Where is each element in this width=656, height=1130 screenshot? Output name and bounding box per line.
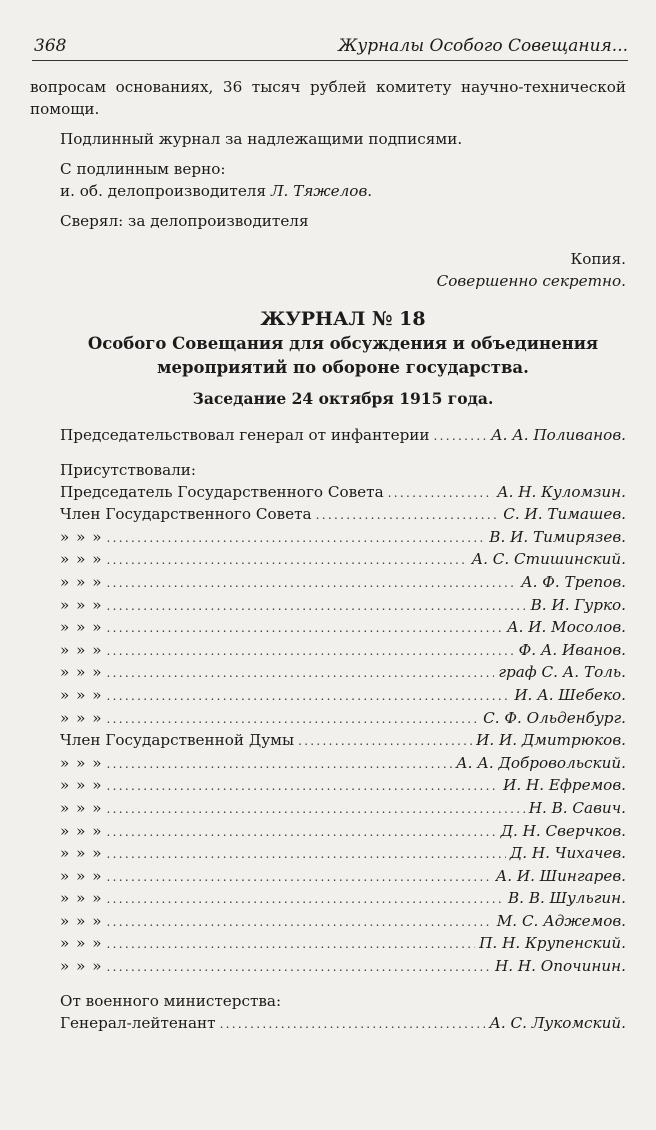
leader-dots xyxy=(107,662,495,684)
attendee-row xyxy=(60,752,626,775)
leader-dots xyxy=(107,595,527,617)
leader-dots xyxy=(107,866,492,888)
attendee-name: С. Ф. Ольденбург. xyxy=(483,708,626,727)
leader-dots xyxy=(434,425,488,447)
attendee-row xyxy=(60,526,626,549)
attendee-row xyxy=(60,707,626,730)
attendee-title: » » » xyxy=(60,527,103,546)
attendee-name: И. А. Шебеко. xyxy=(514,685,626,704)
leader-dots xyxy=(107,527,486,549)
attendee-name: Н. В. Савич. xyxy=(528,798,626,817)
attendee-title: » » » xyxy=(60,911,103,930)
running-title: Журналы Особого Совещания... xyxy=(338,36,628,56)
duma-attendees xyxy=(60,729,626,978)
leader-dots xyxy=(298,730,472,752)
present-label: Присутствовали: xyxy=(60,460,197,479)
attendee-row xyxy=(60,503,626,526)
attendee-row xyxy=(60,955,626,978)
attendee-name: А. И. Шингарев. xyxy=(495,866,626,885)
attendee-row xyxy=(60,774,626,797)
attendee-name: Н. Н. Опочинин. xyxy=(494,957,626,976)
attendee-title: » » » xyxy=(60,663,103,682)
copy-note: Копия. xyxy=(570,250,626,268)
attendee-row xyxy=(60,865,626,888)
leader-dots xyxy=(107,775,500,797)
clerk-name: Л. Тяжелов xyxy=(270,182,368,200)
chair-row xyxy=(60,424,626,447)
attendee-title: » » » xyxy=(60,776,103,795)
ministry-rank: Генерал-лейтенант xyxy=(60,1013,216,1032)
leader-dots xyxy=(220,1013,486,1035)
attendee-title: » » » xyxy=(60,618,103,637)
leader-dots xyxy=(107,572,518,594)
attendee-name: Д. Н. Чихачев. xyxy=(509,844,626,863)
intro-paragraph: вопросам основаниях, 36 тысяч рублей комитету научно-технической помощи. xyxy=(30,78,626,118)
attendee-title: » » » xyxy=(60,640,103,659)
leader-dots xyxy=(107,888,504,910)
chair-name: А. А. Поливанов. xyxy=(491,426,626,444)
leader-dots xyxy=(316,504,500,526)
page-number: 368 xyxy=(34,36,67,56)
attendee-row xyxy=(60,616,626,639)
leader-dots xyxy=(107,640,515,662)
page-header xyxy=(32,30,628,61)
attendee-row xyxy=(60,571,626,594)
attendee-title: » » » xyxy=(60,708,103,727)
leader-dots xyxy=(107,798,525,820)
attendee-name: Ф. А. Иванов. xyxy=(518,640,626,659)
attendee-title: Председатель Государственного Совета xyxy=(60,482,384,501)
attendee-name: А. А. Добровольский. xyxy=(456,753,626,772)
attendee-row xyxy=(60,481,626,504)
leader-dots xyxy=(107,617,504,639)
attendee-row xyxy=(60,594,626,617)
leader-dots xyxy=(107,685,511,707)
council-attendees xyxy=(60,481,626,730)
attendee-title: » » » xyxy=(60,753,103,772)
journal-subtitle-2: мероприятий по обороне государства. xyxy=(157,358,529,377)
attendee-row xyxy=(60,548,626,571)
attendee-name: А. Н. Куломзин. xyxy=(497,482,626,501)
attendee-title: » » » xyxy=(60,685,103,704)
attendee-name: А. Ф. Трепов. xyxy=(521,572,626,591)
attendee-row xyxy=(60,797,626,820)
ministry-row xyxy=(60,1012,626,1035)
attendee-title: Член Государственного Совета xyxy=(60,505,312,524)
leader-dots xyxy=(107,708,480,730)
ministry-label: От военного министерства: xyxy=(60,991,282,1010)
attendee-name: П. Н. Крупенский. xyxy=(479,934,626,953)
verified-note: С подлинным верно: xyxy=(60,160,226,178)
attendee-name: В. В. Шульгин. xyxy=(508,889,626,908)
attendee-title: » » » xyxy=(60,798,103,817)
attendee-name: И. И. Дмитрюков. xyxy=(476,731,626,750)
attendee-name: В. И. Гурко. xyxy=(530,595,626,614)
attendee-title: Член Государственной Думы xyxy=(60,731,295,750)
leader-dots xyxy=(107,843,506,865)
attendee-name: В. И. Тимирязев. xyxy=(489,527,626,546)
original-note: Подлинный журнал за надлежащими подписями. xyxy=(60,130,463,148)
attendee-row xyxy=(60,887,626,910)
attendee-row xyxy=(60,842,626,865)
attendee-title: » » » xyxy=(60,866,103,885)
attendee-row xyxy=(60,910,626,933)
attendee-title: » » » xyxy=(60,821,103,840)
attendee-name: И. Н. Ефремов. xyxy=(503,776,626,795)
attendee-title: » » » xyxy=(60,595,103,614)
attendee-title: » » » xyxy=(60,550,103,569)
leader-dots xyxy=(107,753,453,775)
leader-dots xyxy=(388,482,493,504)
attendee-row xyxy=(60,729,626,752)
leader-dots xyxy=(107,821,497,843)
attendee-name: Д. Н. Сверчков. xyxy=(500,821,626,840)
attendee-row xyxy=(60,684,626,707)
attendee-name: А. С. Стишинский. xyxy=(471,550,626,569)
chair-label: Председательствовал генерал от инфантерии xyxy=(60,426,430,444)
secret-stamp: Совершенно секретно. xyxy=(436,272,626,290)
acting-clerk-line: и. об. делопроизводителя Л. Тяжелов. xyxy=(60,182,373,200)
ministry-name: А. С. Лукомский. xyxy=(489,1013,626,1032)
attendee-name: С. И. Тимашев. xyxy=(503,505,626,524)
attendee-name: граф С. А. Толь. xyxy=(498,663,626,682)
journal-subtitle-1: Особого Совещания для обсуждения и объединения xyxy=(87,334,599,353)
leader-dots xyxy=(107,911,493,933)
attendee-title: » » » xyxy=(60,844,103,863)
session-date: Заседание 24 октября 1915 года. xyxy=(192,389,494,408)
attendee-row xyxy=(60,820,626,843)
attendee-name: А. И. Мосолов. xyxy=(507,618,626,637)
attendee-title: » » » xyxy=(60,934,103,953)
attendee-row xyxy=(60,932,626,955)
checked-note: Сверял: за делопроизводителя xyxy=(60,212,309,230)
journal-title: ЖУРНАЛ № 18 xyxy=(260,308,426,330)
attendee-row xyxy=(60,661,626,684)
leader-dots xyxy=(107,549,468,571)
leader-dots xyxy=(107,933,476,955)
attendee-name: М. С. Аджемов. xyxy=(496,911,626,930)
leader-dots xyxy=(107,956,491,978)
attendee-title: » » » xyxy=(60,957,103,976)
attendee-title: » » » xyxy=(60,889,103,908)
document-body xyxy=(30,76,626,1034)
attendee-title: » » » xyxy=(60,572,103,591)
attendee-row xyxy=(60,639,626,662)
